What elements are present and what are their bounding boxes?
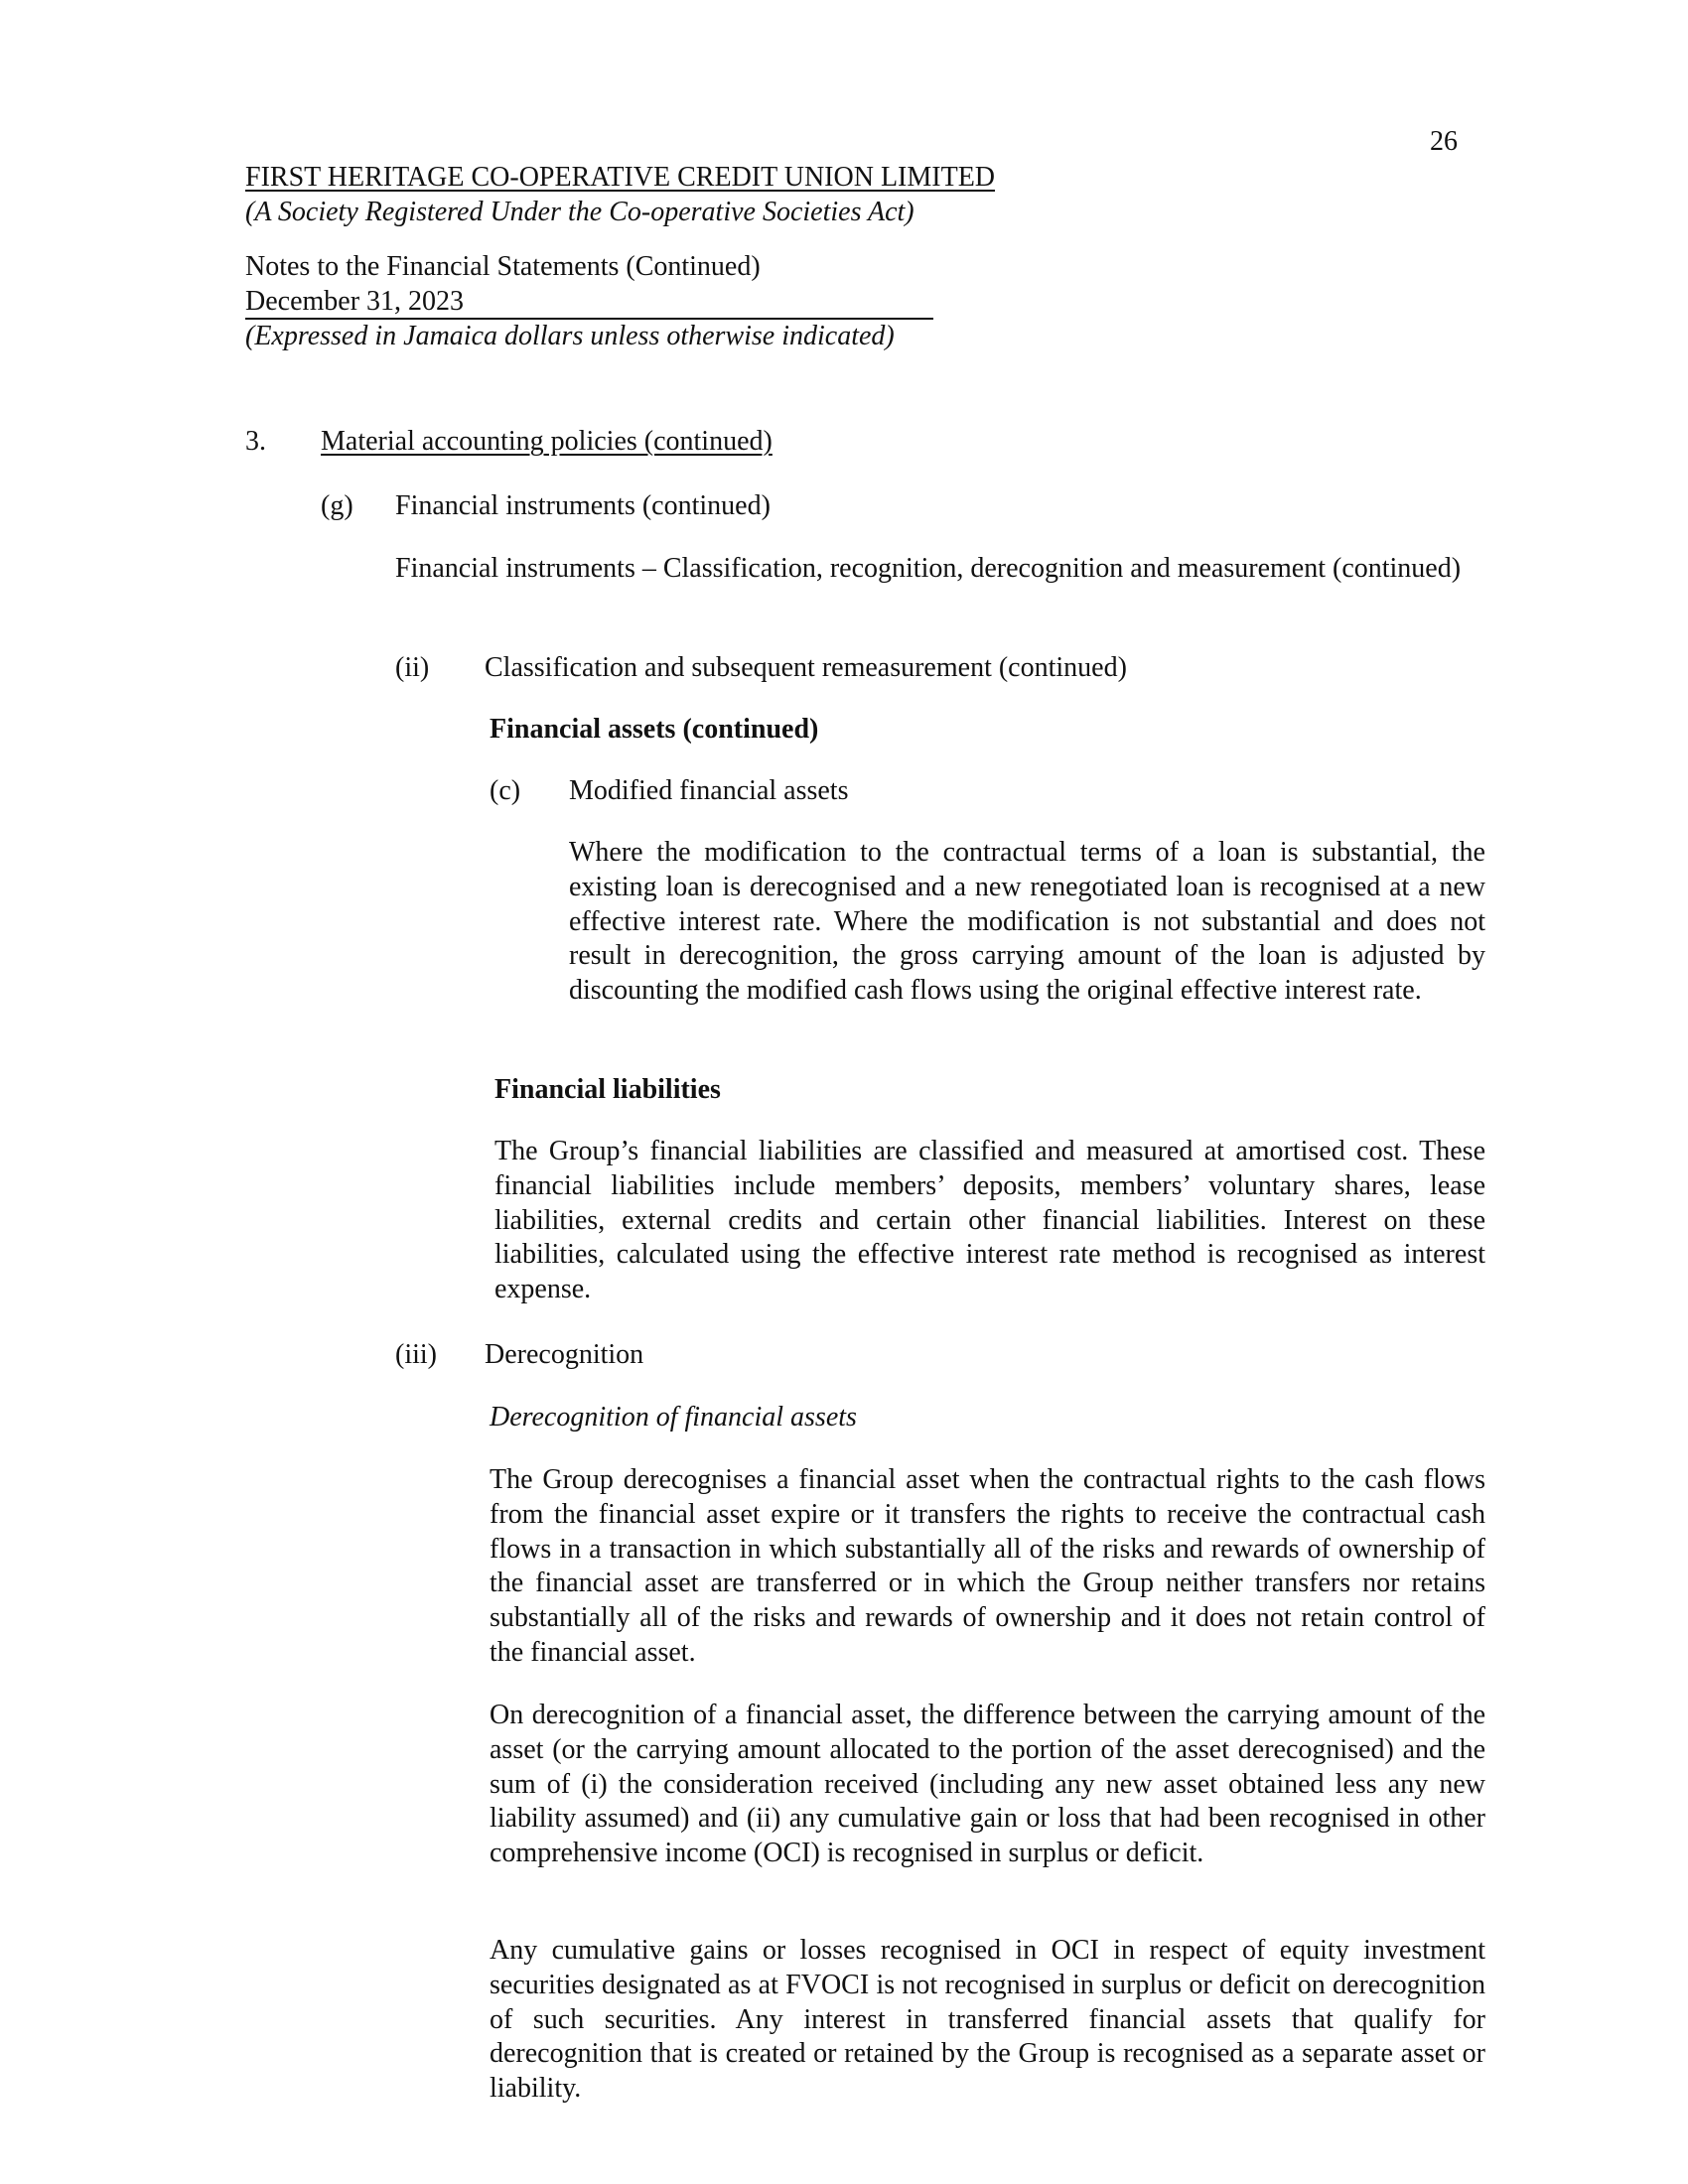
financial-liabilities-heading: Financial liabilities: [494, 1074, 721, 1105]
currency-note: (Expressed in Jamaica dollars unless otherwise indicated): [245, 321, 895, 351]
derecognition-paragraph-2: On derecognition of a financial asset, the difference between the carrying amount of the asset (or the carrying amount allocated to the portion of the asset derecognised) and the sum of (i) the consideration received (including any new asset obtained less any new liability assumed) and (ii) any cumulative gain or loss that had been recognised in other comprehensive income (OCI) is recognised in surplus or deficit.: [490, 1700, 1485, 1869]
modified-assets-paragraph: Where the modification to the contractual terms of a loan is substantial, the existing loan is derecognised and a new renegotiated loan is recognised at a new effective interest rate. Where the modification is not substantial and does not result in derecognition, the gross carrying amount of the loan is adjusted by discounting the modified cash flows using the original effective interest rate.: [569, 837, 1485, 1007]
statement-date: December 31, 2023: [245, 286, 465, 317]
derecognition-paragraph-1: The Group derecognises a financial asset when the contractual rights to the cash flows from the financial asset expire or it transfers the rights to receive the contractual cash flows in a transaction in which substantially all of the risks and rewards of ownership of the financial asset are transferred or in which the Group neither transfers nor retains substantially all of the risks and rewards of ownership and it does not retain control of the financial asset.: [490, 1464, 1485, 1668]
page-number: 26: [1430, 126, 1458, 157]
financial-liabilities-paragraph: The Group’s financial liabilities are classified and measured at amortised cost. These financial liabilities include members’ deposits, members’ voluntary shares, lease liabilities, external credits and certain other financial liabilities. Interest on these liabilities, calculated using the effective interest rate method is recognised as interest expense.: [494, 1136, 1485, 1305]
org-subtitle: (A Society Registered Under the Co-operative Societies Act): [245, 197, 914, 227]
org-name: FIRST HERITAGE CO-OPERATIVE CREDIT UNION LIMITED: [245, 162, 996, 193]
item-c-title: Modified financial assets: [569, 775, 849, 806]
subsection-g-marker: (g): [321, 490, 353, 521]
derecognition-subheading: Derecognition of financial assets: [490, 1402, 857, 1433]
notes-title: Notes to the Financial Statements (Continued): [245, 251, 761, 282]
item-ii-title: Classification and subsequent remeasurement (continued): [485, 652, 1127, 683]
subsection-g-title: Financial instruments (continued): [395, 490, 771, 521]
item-ii-marker: (ii): [395, 652, 430, 683]
derecognition-paragraph-3: Any cumulative gains or losses recognised in OCI in respect of equity investment securities designated as at FVOCI is not recognised in surplus or deficit on derecognition of such securities. Any interest in transferred financial assets that qualify for derecognition that is created or retained by the Group is recognised as a separate asset or liability.: [490, 1935, 1485, 2105]
item-c-marker: (c): [490, 775, 521, 806]
financial-assets-heading: Financial assets (continued): [490, 714, 819, 745]
item-iii-marker: (iii): [395, 1339, 437, 1370]
financial-instruments-intro: Financial instruments – Classification, recognition, derecognition and measurement (continued): [395, 553, 1462, 584]
item-iii-title: Derecognition: [485, 1339, 644, 1370]
section-number: 3.: [245, 426, 266, 457]
section-title: Material accounting policies (continued): [321, 426, 773, 457]
